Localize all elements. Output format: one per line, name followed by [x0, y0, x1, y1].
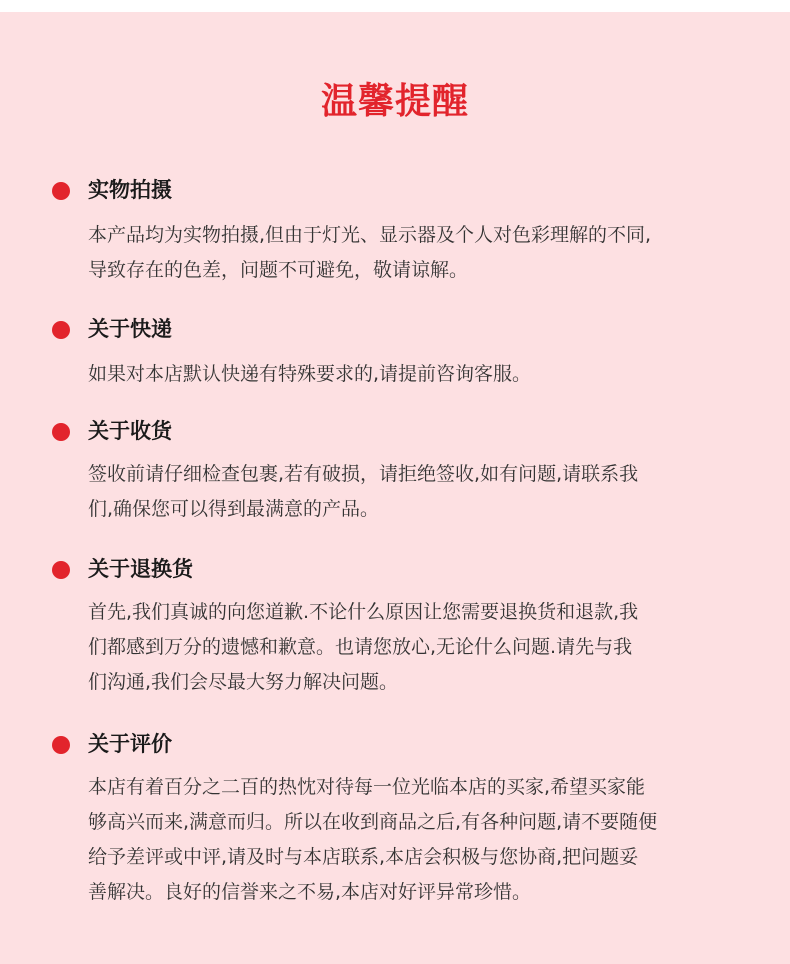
section-heading: 实物拍摄: [88, 178, 172, 202]
section-body: [88, 357, 728, 392]
section-heading: 关于收货: [88, 419, 172, 443]
body-line: 签收前请仔细检查包裹,若有破损，请拒绝签收,如有问题,请联系我: [88, 463, 639, 485]
section-body: [88, 457, 728, 527]
section-body: [88, 770, 728, 910]
section-heading: 关于评价: [88, 732, 172, 756]
section-returns: [52, 555, 752, 700]
section-body: [88, 595, 728, 700]
section-photo: [52, 176, 752, 286]
body-line: 善解决。良好的信誉来之不易,本店对好评异常珍惜。: [88, 881, 532, 903]
section-reviews: [52, 730, 752, 910]
page-title: 温馨提醒: [320, 81, 469, 122]
body-line: 够高兴而来,满意而归。所以在收到商品之后,有各种问题,请不要随便: [88, 811, 658, 833]
body-line: 们沟通,我们会尽最大努力解决问题。: [88, 671, 399, 693]
section-receiving: [52, 417, 752, 527]
section-delivery: [52, 315, 752, 390]
body-line: 首先,我们真诚的向您道歉.不论什么原因让您需要退换货和退款,我: [88, 601, 639, 623]
body-line: 给予差评或中评,请及时与本店联系,本店会积极与您协商,把问题妥: [88, 846, 639, 868]
bullet-dot-icon: [52, 561, 70, 579]
body-line: 本店有着百分之二百的热忱对待每一位光临本店的买家,希望买家能: [88, 776, 646, 798]
section-heading: 关于快递: [88, 317, 172, 341]
body-line: 们,确保您可以得到最满意的产品。: [88, 498, 380, 520]
bullet-dot-icon: [52, 182, 70, 200]
body-line: 导致存在的色差，问题不可避免，敬请谅解。: [88, 259, 469, 281]
section-heading: 关于退换货: [88, 557, 193, 581]
bullet-dot-icon: [52, 736, 70, 754]
body-line: 本产品均为实物拍摄,但由于灯光、显示器及个人对色彩理解的不同,: [88, 224, 652, 246]
bullet-dot-icon: [52, 321, 70, 339]
body-line: 们都感到万分的遗憾和歉意。也请您放心,无论什么问题.请先与我: [88, 636, 633, 658]
section-body: [88, 218, 728, 288]
bullet-dot-icon: [52, 423, 70, 441]
body-line: 如果对本店默认快递有特殊要求的,请提前咨询客服。: [88, 363, 532, 385]
